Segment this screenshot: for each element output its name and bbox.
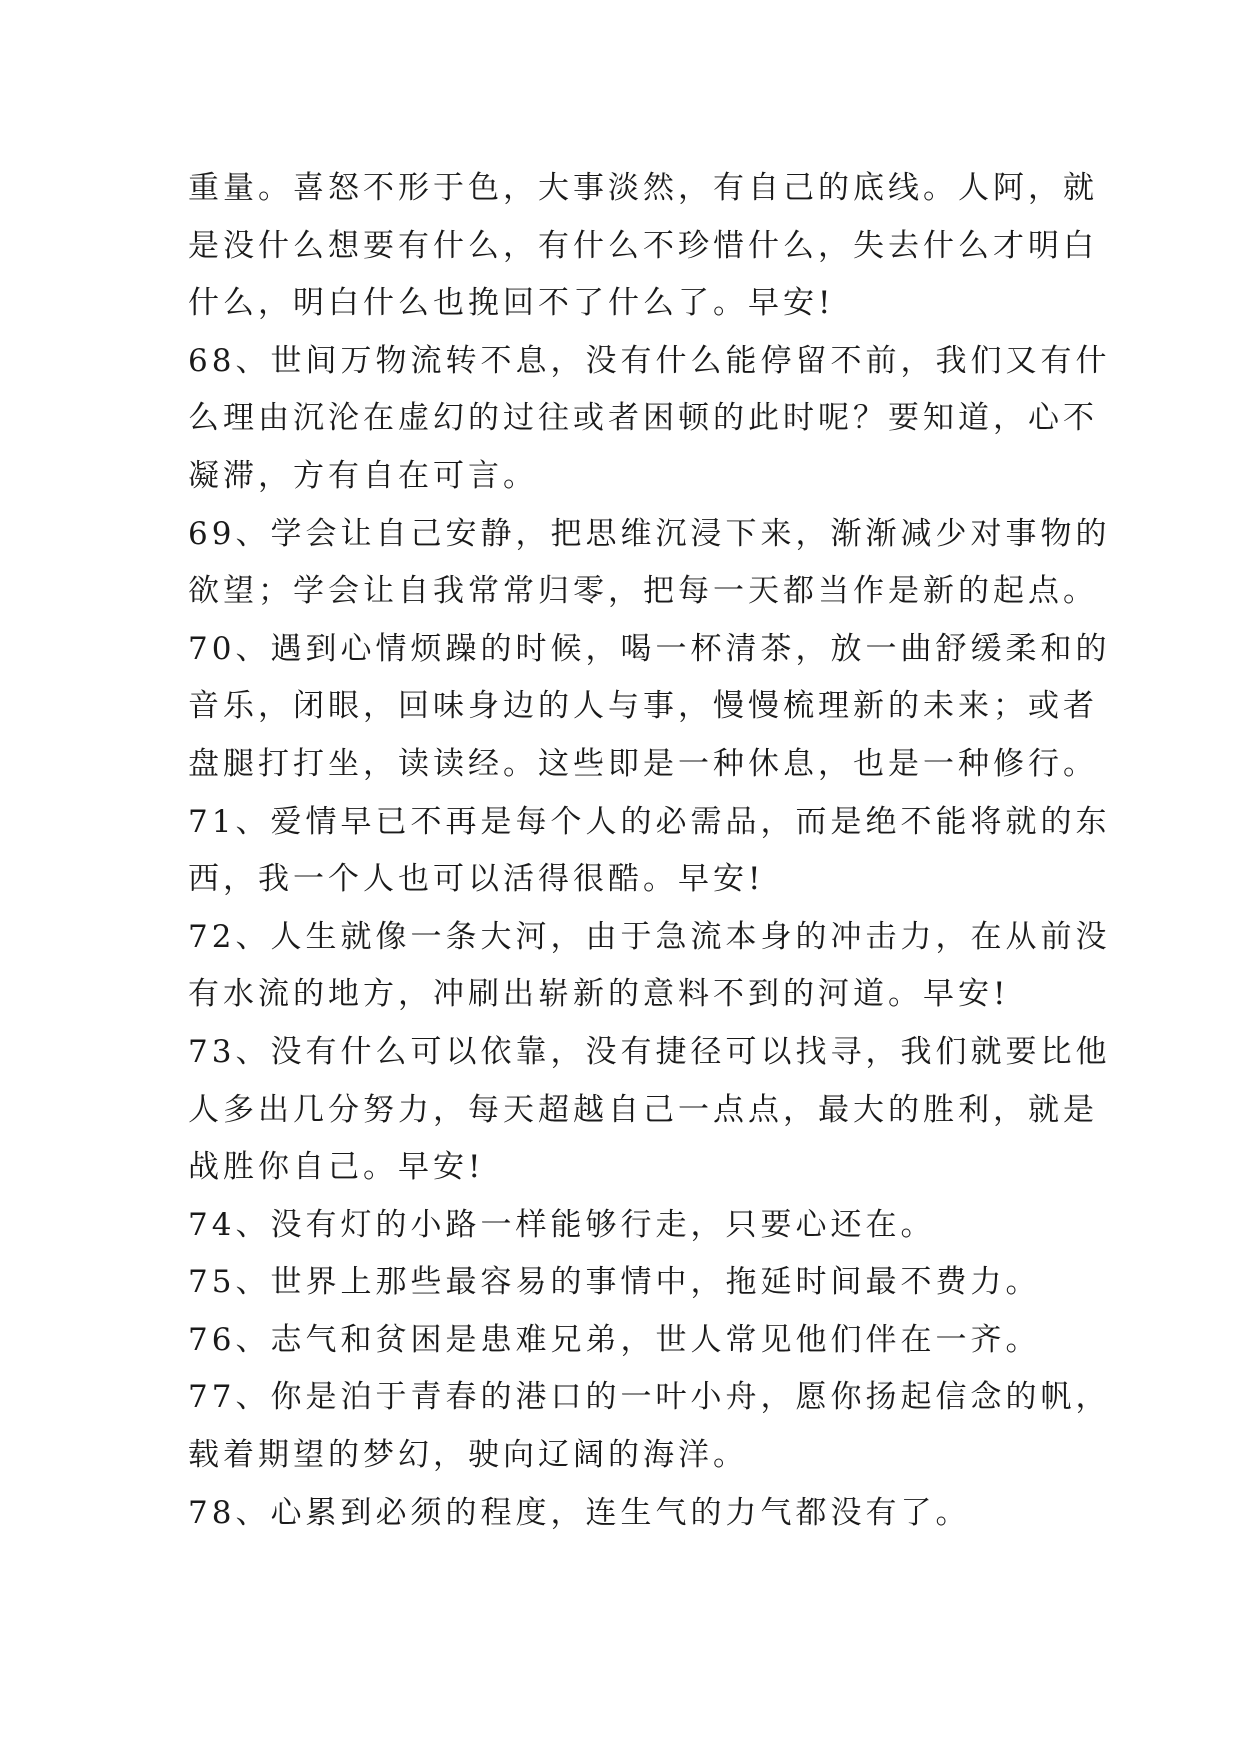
text-line: 74、没有灯的小路一样能够行走，只要心还在。 [188,1206,936,1243]
text-line: 有水流的地方，冲刷出崭新的意料不到的河道。早安! [188,976,1010,1013]
paragraph-75 [188,1254,1068,1312]
document-body [188,160,1111,1542]
paragraph-71 [188,794,1111,909]
text-line: 69、学会让自己安静，把思维沉浸下来，渐渐减少对事物的 [188,515,1111,552]
text-line: 78、心累到必须的程度，连生气的力气都没有了。 [188,1494,971,1531]
text-line: 77、你是泊于青春的港口的一叶小舟，愿你扬起信念的帆， [188,1379,1111,1416]
paragraph-68 [188,333,1111,506]
text-line: 72、人生就像一条大河，由于急流本身的冲击力，在从前没 [188,918,1111,955]
paragraph-78 [188,1485,1068,1543]
text-line: 音乐，闭眼，回味身边的人与事，慢慢梳理新的未来；或者 [188,688,1098,725]
text-line: 76、志气和贫困是患难兄弟，世人常见他们伴在一齐。 [188,1321,1041,1358]
text-line: 凝滞，方有自在可言。 [188,457,538,494]
text-line: 75、世界上那些最容易的事情中，拖延时间最不费力。 [188,1264,1041,1301]
paragraph-72 [188,909,1111,1024]
text-line: 人多出几分努力，每天超越自己一点点，最大的胜利，就是 [188,1091,1098,1128]
text-line: 什么，明白什么也挽回不了什么了。早安! [188,285,835,322]
text-line: 载着期望的梦幻，驶向辽阔的海洋。 [188,1437,748,1474]
paragraph-77 [188,1369,1111,1484]
text-line: 68、世间万物流转不息，没有什么能停留不前，我们又有什 [188,342,1111,379]
paragraph-76 [188,1312,1068,1370]
text-line: 70、遇到心情烦躁的时候，喝一杯清茶，放一曲舒缓柔和的 [188,630,1111,667]
text-line: 重量。喜怒不形于色，大事淡然，有自己的底线。人阿，就 [188,170,1098,206]
paragraph-70 [188,621,1111,794]
text-line: 71、爱情早已不再是每个人的必需品，而是绝不能将就的东 [188,803,1111,840]
paragraph-74 [188,1197,1068,1255]
paragraph-69 [188,506,1111,621]
text-line: 战胜你自己。早安! [188,1149,485,1186]
paragraph-73 [188,1024,1111,1197]
text-line: 西，我一个人也可以活得很酷。早安! [188,861,765,898]
text-line: 是没什么想要有什么，有什么不珍惜什么，失去什么才明白 [188,227,1098,264]
paragraph-continuation [188,160,1098,333]
text-line: 盘腿打打坐，读读经。这些即是一种休息，也是一种修行。 [188,745,1098,782]
text-line: 73、没有什么可以依靠，没有捷径可以找寻，我们就要比他 [188,1033,1111,1070]
text-line: 么理由沉沦在虚幻的过往或者困顿的此时呢？要知道，心不 [188,400,1098,437]
text-line: 欲望；学会让自我常常归零，把每一天都当作是新的起点。 [188,573,1098,610]
